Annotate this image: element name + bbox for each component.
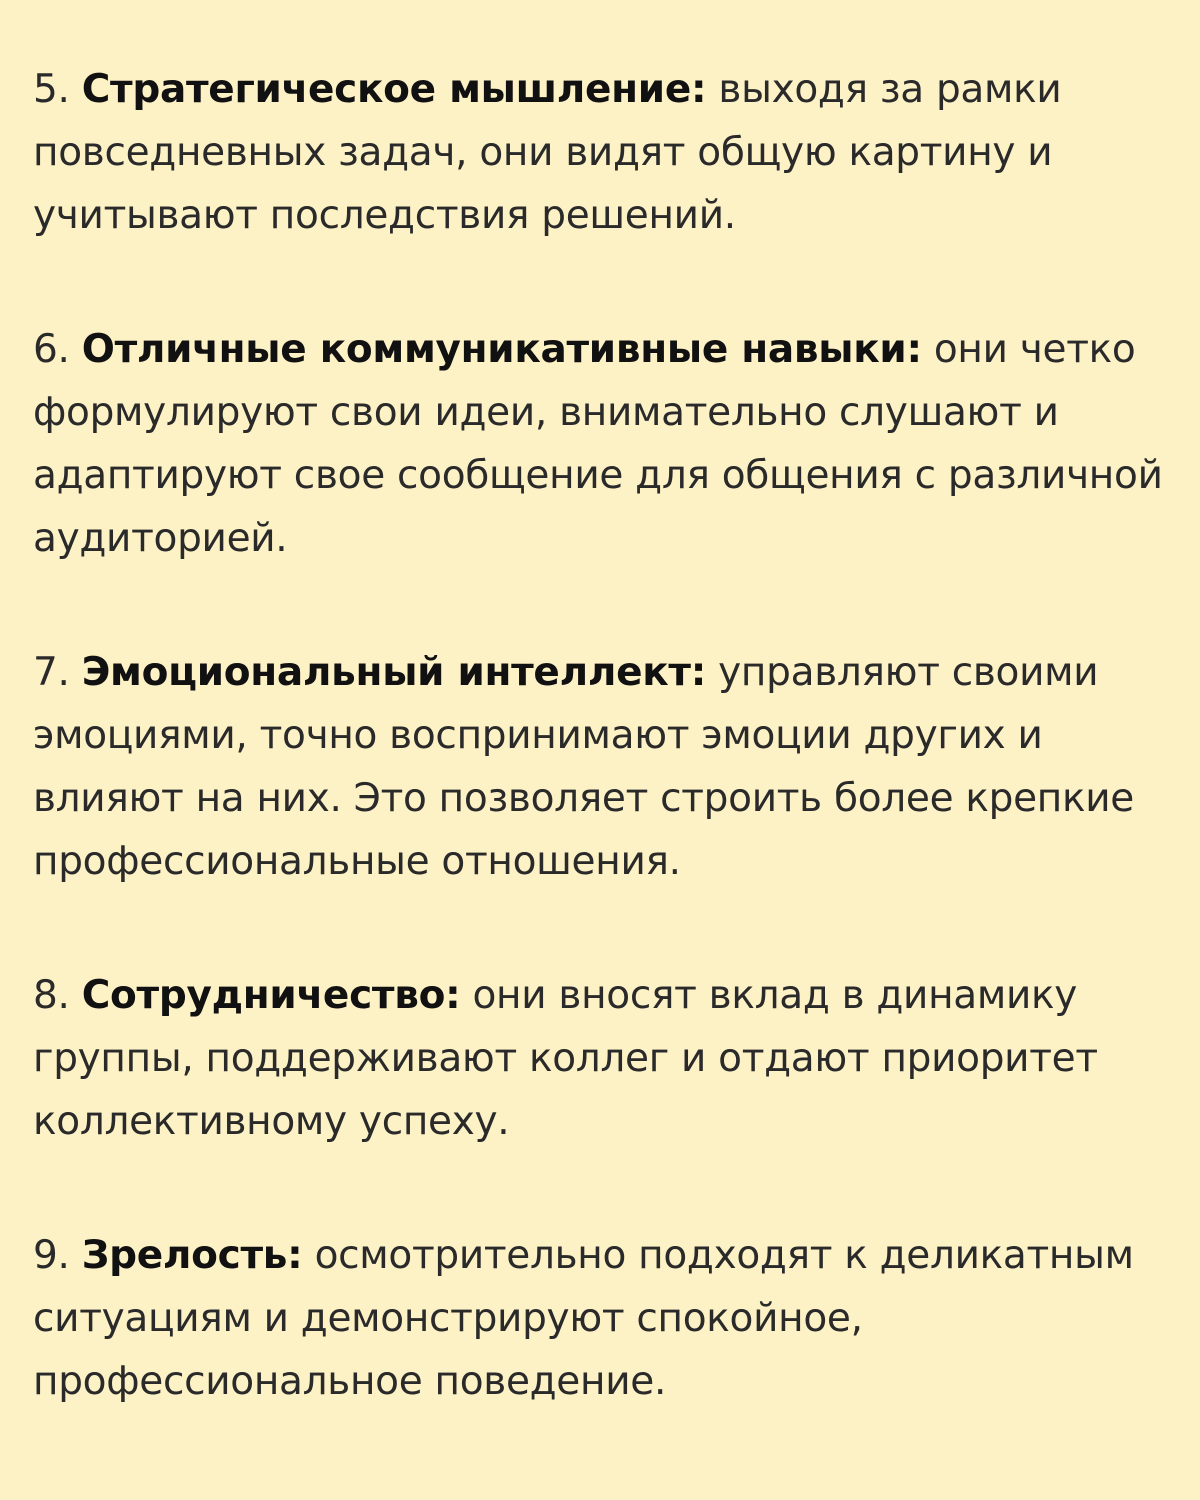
- list-item-communication-skills: [33, 318, 1170, 570]
- item-description: они вносят вклад в динамику группы, поддерживают коллег и отдают приоритет коллективному успеху.: [33, 973, 1098, 1144]
- item-title: Стратегическое мышление:: [81, 67, 707, 112]
- item-number: 5.: [33, 67, 70, 112]
- item-number: 6.: [33, 327, 70, 372]
- item-description: управляют своими эмоциями, точно воспринимают эмоции других и влияют на них. Это позволяет строить более крепкие профессиональные отношения.: [33, 650, 1134, 884]
- item-title: Зрелость:: [81, 1233, 303, 1278]
- item-number: 7.: [33, 650, 70, 695]
- list-item-maturity: [33, 1224, 1170, 1413]
- item-title: Отличные коммуникативные навыки:: [81, 327, 922, 372]
- item-title: Сотрудничество:: [81, 973, 461, 1018]
- list-item-strategic-thinking: [33, 58, 1170, 247]
- item-description: выходя за рамки повседневных задач, они видят общую картину и учитывают последствия решений.: [33, 67, 1062, 238]
- item-number: 9.: [33, 1233, 70, 1278]
- item-number: 8.: [33, 973, 70, 1018]
- item-description: осмотрительно подходят к деликатным ситуациям и демонстрируют спокойное, профессиональное поведение.: [33, 1233, 1134, 1404]
- list-item-emotional-intelligence: [33, 641, 1170, 893]
- item-title: Эмоциональный интеллект:: [81, 650, 707, 695]
- item-description: они четко формулируют свои идеи, внимательно слушают и адаптируют свое сообщение для общения с различной аудиторией.: [33, 327, 1163, 561]
- list-item-collaboration: [33, 964, 1170, 1153]
